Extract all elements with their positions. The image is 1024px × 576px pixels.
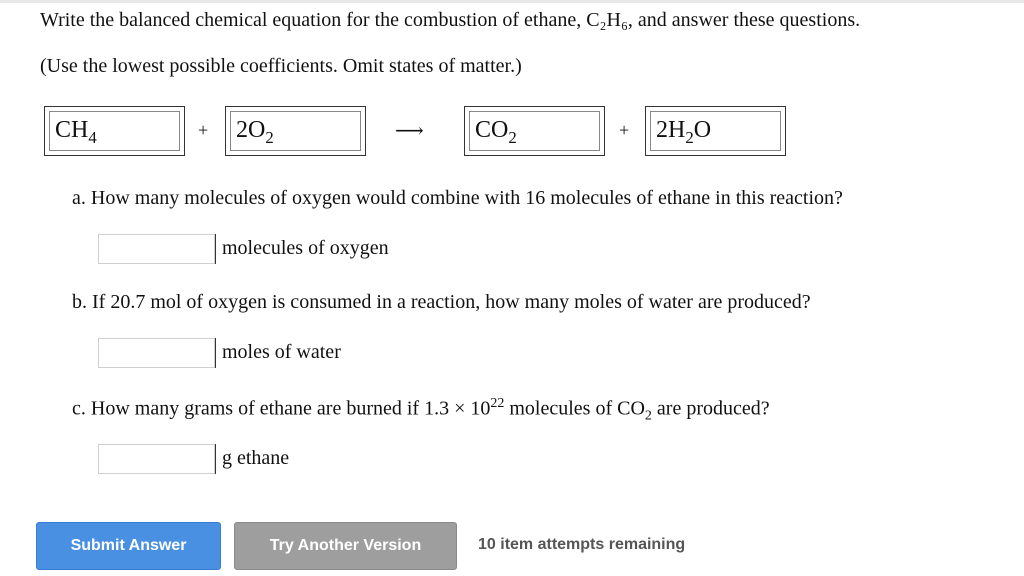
part-c-q-post: are produced? — [651, 397, 770, 420]
part-c-q-pre: c. How many grams of ethane are burned if 1.3 × 10 — [72, 397, 491, 420]
reactant1-field[interactable] — [44, 106, 185, 156]
part-c-question — [72, 396, 770, 425]
reactant2-sub: 2 — [265, 127, 274, 147]
part-c-q-sup: 22 — [490, 396, 505, 411]
question-instructions: (Use the lowest possible coefficients. Omit states of matter.) — [40, 55, 522, 77]
try-another-version-button[interactable]: Try Another Version — [234, 522, 457, 570]
part-c-unit: g ethane — [215, 444, 289, 474]
attempts-remaining: 10 item attempts remaining — [478, 536, 686, 553]
product1-sub: 2 — [508, 127, 517, 147]
part-c-q-sub: 2 — [644, 408, 652, 424]
part-b-unit: moles of water — [215, 338, 341, 368]
top-border — [0, 0, 1024, 3]
plus-sign-1: + — [198, 120, 209, 140]
plus-sign-2: + — [619, 120, 630, 140]
reactant2-field[interactable] — [225, 106, 366, 156]
part-a-input[interactable] — [98, 234, 215, 264]
reaction-arrow: ⟶ — [395, 120, 424, 142]
product2-pre: 2H — [656, 117, 686, 143]
product1-main: CO — [475, 117, 509, 143]
part-b-input[interactable] — [98, 338, 215, 368]
reactant2-main: 2O — [236, 117, 266, 143]
reactant1-sub: 4 — [88, 127, 97, 147]
part-a-question: a. How many molecules of oxygen would combine with 16 molecules of ethane in this reaction? — [72, 187, 843, 209]
question-intro: Write the balanced chemical equation for the combustion of ethane, C₂H₆, and answer these questions. — [40, 9, 861, 31]
part-c-input[interactable] — [98, 444, 215, 474]
part-b-question: b. If 20.7 mol of oxygen is consumed in a reaction, how many moles of water are produced? — [72, 291, 811, 313]
product2-post: O — [693, 117, 712, 143]
reactant1-main: CH — [55, 117, 89, 143]
product2-field[interactable] — [645, 106, 786, 156]
part-c-q-mid: molecules of CO — [504, 397, 645, 420]
submit-answer-button[interactable]: Submit Answer — [36, 522, 221, 570]
part-a-unit: molecules of oxygen — [215, 234, 389, 264]
product2-sub: 2 — [685, 127, 694, 147]
product1-field[interactable] — [464, 106, 605, 156]
